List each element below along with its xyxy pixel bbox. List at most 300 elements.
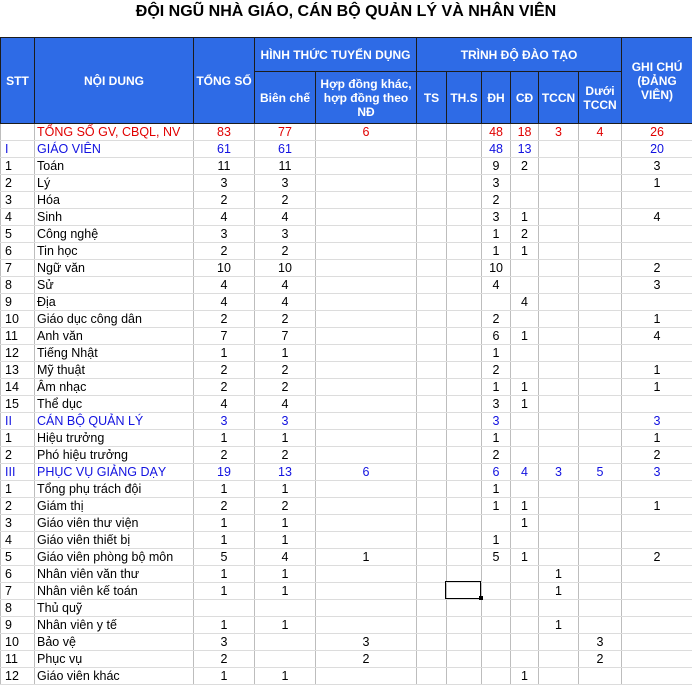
cell-dh[interactable] bbox=[482, 668, 511, 685]
cell-cd[interactable]: 1 bbox=[511, 668, 539, 685]
cell-bc[interactable]: 2 bbox=[255, 447, 316, 464]
cell-hd[interactable]: 6 bbox=[316, 464, 417, 481]
cell-gc[interactable]: 1 bbox=[622, 175, 692, 192]
cell-dh[interactable]: 48 bbox=[482, 141, 511, 158]
cell-nd[interactable]: Nhân viên văn thư bbox=[35, 566, 194, 583]
cell-hd[interactable] bbox=[316, 413, 417, 430]
cell-cd[interactable]: 2 bbox=[511, 226, 539, 243]
cell-bc[interactable]: 1 bbox=[255, 515, 316, 532]
cell-gc[interactable] bbox=[622, 481, 692, 498]
cell-ths[interactable] bbox=[447, 447, 482, 464]
cell-tong[interactable]: 1 bbox=[194, 481, 255, 498]
cell-nd[interactable]: Giáo dục công dân bbox=[35, 311, 194, 328]
cell-tccn[interactable] bbox=[539, 447, 579, 464]
cell-duoi[interactable] bbox=[579, 243, 622, 260]
cell-hd[interactable] bbox=[316, 345, 417, 362]
cell-nd[interactable]: Phục vụ bbox=[35, 651, 194, 668]
cell-duoi[interactable] bbox=[579, 379, 622, 396]
cell-tccn[interactable] bbox=[539, 243, 579, 260]
cell-ths[interactable] bbox=[447, 532, 482, 549]
cell-hd[interactable] bbox=[316, 481, 417, 498]
cell-duoi[interactable] bbox=[579, 566, 622, 583]
header-ts[interactable]: TS bbox=[417, 72, 447, 124]
cell-gc[interactable]: 1 bbox=[622, 430, 692, 447]
cell-ths[interactable] bbox=[447, 175, 482, 192]
cell-tccn[interactable] bbox=[539, 430, 579, 447]
cell-gc[interactable]: 3 bbox=[622, 464, 692, 481]
cell-tccn[interactable] bbox=[539, 379, 579, 396]
cell-cd[interactable]: 1 bbox=[511, 515, 539, 532]
cell-cd[interactable]: 2 bbox=[511, 158, 539, 175]
cell-stt[interactable]: 9 bbox=[1, 294, 35, 311]
cell-duoi[interactable]: 2 bbox=[579, 651, 622, 668]
cell-gc[interactable]: 2 bbox=[622, 549, 692, 566]
header-bien-che[interactable]: Biên chế bbox=[255, 72, 316, 124]
cell-duoi[interactable] bbox=[579, 481, 622, 498]
cell-stt[interactable]: 10 bbox=[1, 311, 35, 328]
cell-hd[interactable]: 2 bbox=[316, 651, 417, 668]
cell-hd[interactable] bbox=[316, 328, 417, 345]
cell-tong[interactable]: 11 bbox=[194, 158, 255, 175]
cell-ts[interactable] bbox=[417, 532, 447, 549]
cell-hd[interactable] bbox=[316, 379, 417, 396]
header-hop-dong[interactable]: Hợp đồng khác, hợp đồng theo NĐ bbox=[316, 72, 417, 124]
cell-bc[interactable]: 4 bbox=[255, 549, 316, 566]
cell-hd[interactable] bbox=[316, 175, 417, 192]
cell-ths[interactable] bbox=[447, 124, 482, 141]
cell-bc[interactable]: 1 bbox=[255, 617, 316, 634]
cell-tong[interactable]: 3 bbox=[194, 634, 255, 651]
cell-tccn[interactable] bbox=[539, 311, 579, 328]
cell-stt[interactable]: 9 bbox=[1, 617, 35, 634]
cell-tong[interactable]: 3 bbox=[194, 226, 255, 243]
cell-duoi[interactable] bbox=[579, 396, 622, 413]
cell-ts[interactable] bbox=[417, 192, 447, 209]
cell-bc[interactable]: 1 bbox=[255, 583, 316, 600]
cell-hd[interactable] bbox=[316, 498, 417, 515]
cell-cd[interactable] bbox=[511, 311, 539, 328]
cell-nd[interactable]: Tiếng Nhật bbox=[35, 345, 194, 362]
cell-gc[interactable]: 2 bbox=[622, 447, 692, 464]
cell-cd[interactable] bbox=[511, 600, 539, 617]
cell-duoi[interactable] bbox=[579, 362, 622, 379]
cell-duoi[interactable]: 3 bbox=[579, 634, 622, 651]
cell-tong[interactable]: 2 bbox=[194, 447, 255, 464]
cell-tong[interactable]: 1 bbox=[194, 430, 255, 447]
cell-hd[interactable]: 6 bbox=[316, 124, 417, 141]
cell-ts[interactable] bbox=[417, 311, 447, 328]
cell-stt[interactable]: 4 bbox=[1, 532, 35, 549]
cell-gc[interactable]: 4 bbox=[622, 328, 692, 345]
selected-cell[interactable] bbox=[445, 581, 481, 599]
cell-ths[interactable] bbox=[447, 481, 482, 498]
cell-dh[interactable]: 6 bbox=[482, 328, 511, 345]
cell-nd[interactable]: Tin học bbox=[35, 243, 194, 260]
cell-tong[interactable] bbox=[194, 600, 255, 617]
cell-duoi[interactable] bbox=[579, 600, 622, 617]
cell-cd[interactable] bbox=[511, 345, 539, 362]
cell-duoi[interactable] bbox=[579, 430, 622, 447]
cell-hd[interactable] bbox=[316, 668, 417, 685]
cell-nd[interactable]: Địa bbox=[35, 294, 194, 311]
cell-tccn[interactable]: 1 bbox=[539, 566, 579, 583]
cell-hd[interactable] bbox=[316, 192, 417, 209]
cell-tong[interactable]: 2 bbox=[194, 311, 255, 328]
cell-bc[interactable]: 4 bbox=[255, 294, 316, 311]
cell-dh[interactable]: 3 bbox=[482, 396, 511, 413]
cell-nd[interactable]: Giáo viên khác bbox=[35, 668, 194, 685]
cell-ts[interactable] bbox=[417, 345, 447, 362]
cell-ths[interactable] bbox=[447, 362, 482, 379]
cell-stt[interactable]: 12 bbox=[1, 345, 35, 362]
cell-hd[interactable] bbox=[316, 260, 417, 277]
header-trinh-do-dao-tao[interactable]: TRÌNH ĐỘ ĐÀO TẠO bbox=[417, 38, 622, 72]
header-ghi-chu[interactable]: GHI CHÚ (ĐẢNG VIÊN) bbox=[622, 38, 692, 124]
cell-dh[interactable] bbox=[482, 634, 511, 651]
cell-nd[interactable]: Thủ quỹ bbox=[35, 600, 194, 617]
cell-nd[interactable]: Mỹ thuật bbox=[35, 362, 194, 379]
cell-tong[interactable]: 4 bbox=[194, 209, 255, 226]
cell-stt[interactable]: 7 bbox=[1, 583, 35, 600]
cell-dh[interactable]: 2 bbox=[482, 192, 511, 209]
cell-tong[interactable]: 5 bbox=[194, 549, 255, 566]
cell-dh[interactable]: 1 bbox=[482, 345, 511, 362]
cell-tccn[interactable]: 3 bbox=[539, 124, 579, 141]
cell-ts[interactable] bbox=[417, 175, 447, 192]
cell-gc[interactable]: 4 bbox=[622, 209, 692, 226]
cell-tong[interactable]: 19 bbox=[194, 464, 255, 481]
cell-hd[interactable] bbox=[316, 532, 417, 549]
cell-tong[interactable]: 4 bbox=[194, 277, 255, 294]
cell-tccn[interactable] bbox=[539, 634, 579, 651]
cell-cd[interactable]: 13 bbox=[511, 141, 539, 158]
cell-duoi[interactable] bbox=[579, 617, 622, 634]
cell-tong[interactable]: 4 bbox=[194, 396, 255, 413]
cell-tccn[interactable] bbox=[539, 226, 579, 243]
cell-tccn[interactable] bbox=[539, 277, 579, 294]
cell-duoi[interactable] bbox=[579, 226, 622, 243]
cell-ts[interactable] bbox=[417, 141, 447, 158]
cell-bc[interactable]: 3 bbox=[255, 413, 316, 430]
cell-duoi[interactable] bbox=[579, 447, 622, 464]
cell-bc[interactable] bbox=[255, 651, 316, 668]
cell-gc[interactable] bbox=[622, 192, 692, 209]
cell-gc[interactable]: 26 bbox=[622, 124, 692, 141]
cell-tccn[interactable] bbox=[539, 549, 579, 566]
cell-ts[interactable] bbox=[417, 566, 447, 583]
cell-duoi[interactable] bbox=[579, 158, 622, 175]
cell-duoi[interactable] bbox=[579, 141, 622, 158]
header-tccn[interactable]: TCCN bbox=[539, 72, 579, 124]
cell-tong[interactable]: 61 bbox=[194, 141, 255, 158]
cell-cd[interactable] bbox=[511, 634, 539, 651]
cell-ts[interactable] bbox=[417, 430, 447, 447]
cell-gc[interactable] bbox=[622, 515, 692, 532]
cell-dh[interactable]: 1 bbox=[482, 379, 511, 396]
cell-stt[interactable]: 3 bbox=[1, 192, 35, 209]
cell-tong[interactable]: 2 bbox=[194, 379, 255, 396]
cell-nd[interactable]: PHỤC VỤ GIẢNG DẠY bbox=[35, 464, 194, 481]
cell-dh[interactable] bbox=[482, 294, 511, 311]
cell-tccn[interactable] bbox=[539, 192, 579, 209]
cell-stt[interactable]: 1 bbox=[1, 481, 35, 498]
cell-nd[interactable]: Sử bbox=[35, 277, 194, 294]
cell-bc[interactable]: 1 bbox=[255, 532, 316, 549]
cell-stt[interactable]: 8 bbox=[1, 277, 35, 294]
cell-gc[interactable] bbox=[622, 345, 692, 362]
cell-gc[interactable]: 1 bbox=[622, 498, 692, 515]
cell-hd[interactable]: 3 bbox=[316, 634, 417, 651]
cell-tccn[interactable] bbox=[539, 294, 579, 311]
cell-ts[interactable] bbox=[417, 158, 447, 175]
cell-cd[interactable]: 1 bbox=[511, 549, 539, 566]
cell-ths[interactable] bbox=[447, 430, 482, 447]
cell-nd[interactable]: Anh văn bbox=[35, 328, 194, 345]
cell-bc[interactable]: 1 bbox=[255, 566, 316, 583]
cell-stt[interactable]: 10 bbox=[1, 634, 35, 651]
cell-duoi[interactable] bbox=[579, 328, 622, 345]
header-hinh-thuc-tuyen-dung[interactable]: HÌNH THỨC TUYỂN DỤNG bbox=[255, 38, 417, 72]
cell-stt[interactable]: III bbox=[1, 464, 35, 481]
cell-gc[interactable]: 20 bbox=[622, 141, 692, 158]
cell-cd[interactable] bbox=[511, 617, 539, 634]
cell-tong[interactable]: 7 bbox=[194, 328, 255, 345]
cell-hd[interactable] bbox=[316, 396, 417, 413]
cell-tong[interactable]: 1 bbox=[194, 583, 255, 600]
cell-ts[interactable] bbox=[417, 515, 447, 532]
cell-nd[interactable]: Giám thị bbox=[35, 498, 194, 515]
cell-gc[interactable]: 2 bbox=[622, 260, 692, 277]
cell-tccn[interactable] bbox=[539, 260, 579, 277]
cell-cd[interactable] bbox=[511, 430, 539, 447]
cell-ths[interactable] bbox=[447, 277, 482, 294]
cell-stt[interactable]: 4 bbox=[1, 209, 35, 226]
cell-bc[interactable]: 7 bbox=[255, 328, 316, 345]
cell-tong[interactable]: 2 bbox=[194, 192, 255, 209]
cell-tccn[interactable]: 1 bbox=[539, 583, 579, 600]
cell-cd[interactable]: 1 bbox=[511, 396, 539, 413]
cell-nd[interactable]: Nhân viên y tế bbox=[35, 617, 194, 634]
cell-tong[interactable]: 2 bbox=[194, 362, 255, 379]
cell-cd[interactable]: 1 bbox=[511, 328, 539, 345]
cell-cd[interactable]: 1 bbox=[511, 498, 539, 515]
cell-dh[interactable]: 3 bbox=[482, 209, 511, 226]
cell-ths[interactable] bbox=[447, 209, 482, 226]
cell-bc[interactable]: 10 bbox=[255, 260, 316, 277]
cell-ts[interactable] bbox=[417, 668, 447, 685]
cell-stt[interactable]: 13 bbox=[1, 362, 35, 379]
cell-duoi[interactable] bbox=[579, 583, 622, 600]
cell-duoi[interactable] bbox=[579, 498, 622, 515]
cell-cd[interactable]: 1 bbox=[511, 379, 539, 396]
cell-nd[interactable]: Giáo viên thư viện bbox=[35, 515, 194, 532]
cell-dh[interactable]: 9 bbox=[482, 158, 511, 175]
cell-gc[interactable] bbox=[622, 294, 692, 311]
cell-hd[interactable]: 1 bbox=[316, 549, 417, 566]
cell-gc[interactable] bbox=[622, 532, 692, 549]
cell-bc[interactable]: 2 bbox=[255, 498, 316, 515]
cell-ts[interactable] bbox=[417, 583, 447, 600]
cell-gc[interactable] bbox=[622, 226, 692, 243]
cell-nd[interactable]: GIÁO VIÊN bbox=[35, 141, 194, 158]
cell-gc[interactable] bbox=[622, 634, 692, 651]
cell-dh[interactable]: 3 bbox=[482, 413, 511, 430]
cell-nd[interactable]: Sinh bbox=[35, 209, 194, 226]
cell-cd[interactable]: 1 bbox=[511, 209, 539, 226]
cell-hd[interactable] bbox=[316, 600, 417, 617]
cell-cd[interactable] bbox=[511, 481, 539, 498]
cell-duoi[interactable] bbox=[579, 532, 622, 549]
cell-ths[interactable] bbox=[447, 345, 482, 362]
cell-bc[interactable]: 61 bbox=[255, 141, 316, 158]
cell-cd[interactable] bbox=[511, 277, 539, 294]
cell-nd[interactable]: Phó hiệu trưởng bbox=[35, 447, 194, 464]
cell-cd[interactable] bbox=[511, 532, 539, 549]
cell-dh[interactable]: 2 bbox=[482, 447, 511, 464]
cell-tccn[interactable] bbox=[539, 498, 579, 515]
cell-bc[interactable]: 1 bbox=[255, 430, 316, 447]
cell-nd[interactable]: Toán bbox=[35, 158, 194, 175]
cell-hd[interactable] bbox=[316, 617, 417, 634]
cell-ts[interactable] bbox=[417, 209, 447, 226]
cell-cd[interactable]: 18 bbox=[511, 124, 539, 141]
fill-handle[interactable] bbox=[479, 596, 483, 600]
cell-dh[interactable]: 1 bbox=[482, 226, 511, 243]
cell-cd[interactable] bbox=[511, 651, 539, 668]
cell-tccn[interactable] bbox=[539, 362, 579, 379]
cell-tccn[interactable] bbox=[539, 175, 579, 192]
cell-ths[interactable] bbox=[447, 243, 482, 260]
cell-stt[interactable] bbox=[1, 124, 35, 141]
header-noi-dung[interactable]: NỘI DUNG bbox=[35, 38, 194, 124]
cell-ths[interactable] bbox=[447, 192, 482, 209]
cell-bc[interactable]: 2 bbox=[255, 311, 316, 328]
cell-duoi[interactable] bbox=[579, 345, 622, 362]
cell-duoi[interactable] bbox=[579, 175, 622, 192]
cell-dh[interactable] bbox=[482, 600, 511, 617]
cell-stt[interactable]: 6 bbox=[1, 243, 35, 260]
cell-duoi[interactable] bbox=[579, 668, 622, 685]
cell-ts[interactable] bbox=[417, 464, 447, 481]
cell-stt[interactable]: 12 bbox=[1, 668, 35, 685]
cell-stt[interactable]: I bbox=[1, 141, 35, 158]
cell-duoi[interactable] bbox=[579, 277, 622, 294]
cell-duoi[interactable] bbox=[579, 260, 622, 277]
cell-hd[interactable] bbox=[316, 158, 417, 175]
cell-stt[interactable]: 15 bbox=[1, 396, 35, 413]
cell-ths[interactable] bbox=[447, 396, 482, 413]
cell-stt[interactable]: II bbox=[1, 413, 35, 430]
cell-tccn[interactable] bbox=[539, 158, 579, 175]
cell-nd[interactable]: Giáo viên phòng bộ môn bbox=[35, 549, 194, 566]
cell-gc[interactable]: 3 bbox=[622, 413, 692, 430]
cell-nd[interactable]: Hóa bbox=[35, 192, 194, 209]
cell-bc[interactable] bbox=[255, 634, 316, 651]
cell-ths[interactable] bbox=[447, 328, 482, 345]
cell-gc[interactable] bbox=[622, 396, 692, 413]
cell-tong[interactable]: 2 bbox=[194, 243, 255, 260]
cell-bc[interactable]: 4 bbox=[255, 209, 316, 226]
cell-dh[interactable] bbox=[482, 566, 511, 583]
cell-nd[interactable]: Bảo vệ bbox=[35, 634, 194, 651]
header-duoi-tccn[interactable]: Dưới TCCN bbox=[579, 72, 622, 124]
cell-stt[interactable]: 5 bbox=[1, 226, 35, 243]
cell-bc[interactable]: 3 bbox=[255, 226, 316, 243]
cell-tong[interactable]: 1 bbox=[194, 532, 255, 549]
cell-ths[interactable] bbox=[447, 141, 482, 158]
cell-stt[interactable]: 1 bbox=[1, 158, 35, 175]
cell-dh[interactable]: 6 bbox=[482, 464, 511, 481]
cell-tong[interactable]: 10 bbox=[194, 260, 255, 277]
cell-tccn[interactable]: 3 bbox=[539, 464, 579, 481]
cell-bc[interactable]: 1 bbox=[255, 345, 316, 362]
cell-gc[interactable]: 1 bbox=[622, 379, 692, 396]
cell-ts[interactable] bbox=[417, 226, 447, 243]
cell-stt[interactable]: 2 bbox=[1, 447, 35, 464]
cell-bc[interactable]: 4 bbox=[255, 396, 316, 413]
cell-hd[interactable] bbox=[316, 141, 417, 158]
cell-bc[interactable]: 4 bbox=[255, 277, 316, 294]
cell-cd[interactable] bbox=[511, 260, 539, 277]
cell-hd[interactable] bbox=[316, 566, 417, 583]
cell-stt[interactable]: 11 bbox=[1, 651, 35, 668]
cell-hd[interactable] bbox=[316, 226, 417, 243]
cell-ths[interactable] bbox=[447, 668, 482, 685]
cell-gc[interactable]: 1 bbox=[622, 362, 692, 379]
cell-bc[interactable]: 77 bbox=[255, 124, 316, 141]
cell-bc[interactable]: 1 bbox=[255, 668, 316, 685]
cell-bc[interactable]: 13 bbox=[255, 464, 316, 481]
cell-hd[interactable] bbox=[316, 209, 417, 226]
cell-hd[interactable] bbox=[316, 243, 417, 260]
cell-duoi[interactable] bbox=[579, 294, 622, 311]
cell-nd[interactable]: CÁN BỘ QUẢN LÝ bbox=[35, 413, 194, 430]
cell-tong[interactable]: 1 bbox=[194, 617, 255, 634]
cell-duoi[interactable]: 5 bbox=[579, 464, 622, 481]
cell-ts[interactable] bbox=[417, 447, 447, 464]
cell-tong[interactable]: 1 bbox=[194, 345, 255, 362]
cell-ts[interactable] bbox=[417, 243, 447, 260]
cell-tong[interactable]: 2 bbox=[194, 498, 255, 515]
cell-duoi[interactable] bbox=[579, 311, 622, 328]
header-tong-so[interactable]: TỔNG SỐ bbox=[194, 38, 255, 124]
cell-ths[interactable] bbox=[447, 226, 482, 243]
cell-ts[interactable] bbox=[417, 617, 447, 634]
cell-nd[interactable]: Công nghệ bbox=[35, 226, 194, 243]
cell-ths[interactable] bbox=[447, 549, 482, 566]
cell-ths[interactable] bbox=[447, 634, 482, 651]
cell-ts[interactable] bbox=[417, 651, 447, 668]
cell-hd[interactable] bbox=[316, 430, 417, 447]
cell-cd[interactable] bbox=[511, 192, 539, 209]
cell-dh[interactable] bbox=[482, 651, 511, 668]
cell-stt[interactable]: 3 bbox=[1, 515, 35, 532]
cell-duoi[interactable] bbox=[579, 192, 622, 209]
cell-cd[interactable] bbox=[511, 362, 539, 379]
cell-duoi[interactable] bbox=[579, 209, 622, 226]
cell-hd[interactable] bbox=[316, 515, 417, 532]
cell-dh[interactable]: 1 bbox=[482, 430, 511, 447]
cell-tccn[interactable] bbox=[539, 481, 579, 498]
cell-ts[interactable] bbox=[417, 413, 447, 430]
cell-dh[interactable]: 5 bbox=[482, 549, 511, 566]
cell-hd[interactable] bbox=[316, 362, 417, 379]
cell-tccn[interactable] bbox=[539, 345, 579, 362]
cell-gc[interactable] bbox=[622, 243, 692, 260]
cell-ts[interactable] bbox=[417, 277, 447, 294]
cell-stt[interactable]: 5 bbox=[1, 549, 35, 566]
cell-cd[interactable]: 4 bbox=[511, 294, 539, 311]
